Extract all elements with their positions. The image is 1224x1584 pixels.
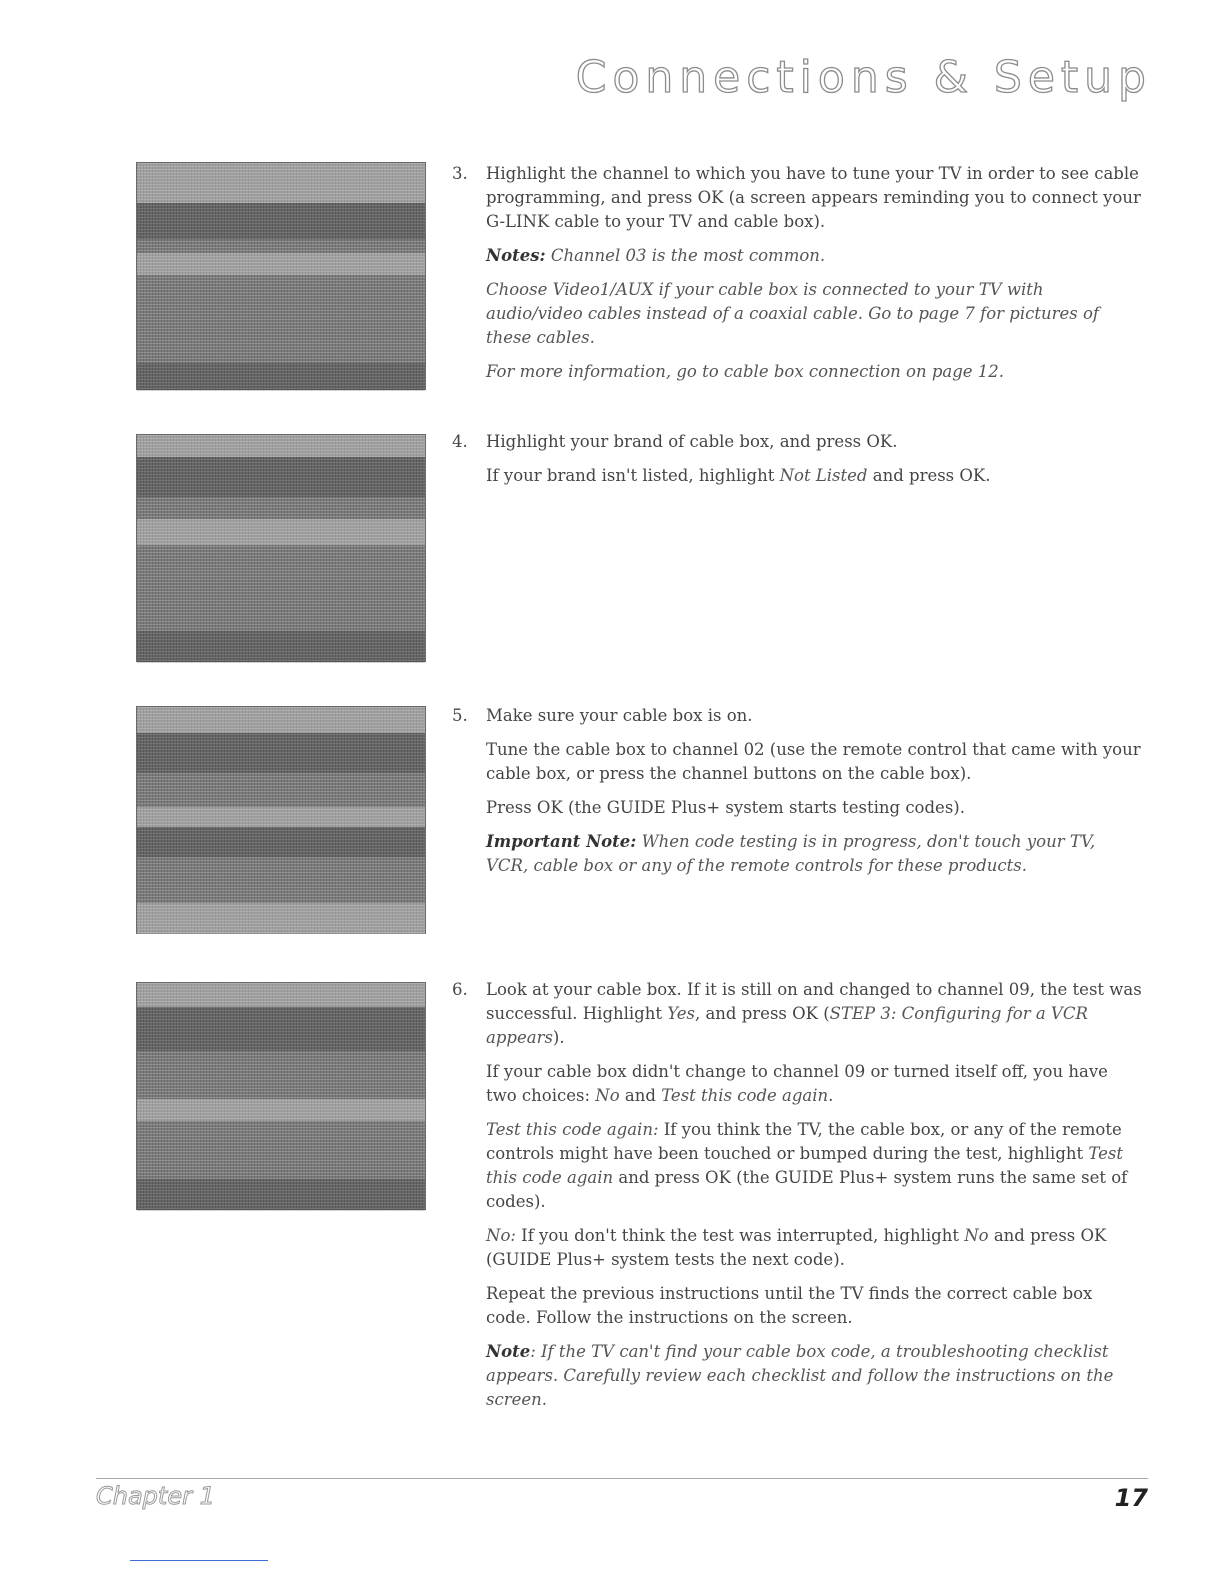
text-run: and press OK (the GUIDE Plus+ system runs the same set of codes). [486, 1168, 1128, 1211]
step-4 [452, 430, 1142, 498]
text-run: Choose Video1/AUX if your cable box is connected to your TV with audio/video cables instead of a coaxial cable. Go to page 7 for pictures of these cables. [486, 280, 1099, 347]
text-run: If your brand isn't listed, highlight [486, 466, 780, 485]
text-run: If you don't think the test was interrupted, highlight [515, 1226, 965, 1245]
footer-chapter-label: Chapter 1 [96, 1482, 215, 1510]
text-run: Press OK (the GUIDE Plus+ system starts testing codes). [486, 798, 965, 817]
text-run: If your cable box didn't change to channel 09 or turned itself off, you have two choices: [486, 1062, 1108, 1105]
text-run: Tune the cable box to channel 02 (use the remote control that came with your cable box, or press the channel buttons on the cable box). [486, 740, 1141, 783]
step-paragraph [486, 278, 1142, 350]
step-paragraph [486, 1224, 1142, 1272]
text-run: Highlight the channel to which you have to tune your TV in order to see cable programming, and press OK (a screen appears reminding you to connect your G-LINK cable to your TV and cable box). [486, 164, 1141, 231]
step-number: 6. [452, 980, 468, 999]
step-number: 4. [452, 432, 468, 451]
text-run: Test this code again [486, 1144, 1123, 1187]
text-run: . [828, 1086, 834, 1105]
text-run: ). [552, 1028, 565, 1047]
tv-screen-image [136, 434, 426, 662]
step-paragraph [486, 796, 1142, 820]
text-run: If you think the TV, the cable box, or any of the remote controls might have been touched or bumped during the test, highlight [486, 1120, 1122, 1163]
text-run: , and press OK ( [694, 1004, 830, 1023]
step-paragraph [486, 978, 1142, 1050]
footer-divider [96, 1478, 1148, 1479]
text-run: Notes: [486, 246, 546, 265]
text-run: Yes [667, 1004, 695, 1023]
text-run: : If the TV can't find your cable box code, a troubleshooting checklist appears. Carefully review each checklist and follow the instructions on the screen. [486, 1342, 1114, 1409]
page-number: 17 [1114, 1484, 1148, 1512]
step-paragraph [486, 704, 1142, 728]
step-paragraph [486, 162, 1142, 234]
step-paragraph [486, 464, 1142, 488]
text-run: No [595, 1086, 620, 1105]
text-run: Highlight your brand of cable box, and press OK. [486, 432, 898, 451]
text-run: Test this code again: [486, 1120, 659, 1139]
step-paragraph [486, 1340, 1142, 1412]
step-paragraph [486, 1282, 1142, 1330]
step-paragraph [486, 830, 1142, 878]
text-run: and press OK. [867, 466, 991, 485]
step-paragraph [486, 430, 1142, 454]
text-run: Repeat the previous instructions until the TV finds the correct cable box code. Follow the instructions on the screen. [486, 1284, 1093, 1327]
text-run: For more information, go to cable box connection on page 12. [486, 362, 1005, 381]
text-run: Test this code again [661, 1086, 829, 1105]
step-number: 3. [452, 164, 468, 183]
text-run: No [964, 1226, 989, 1245]
step-3 [452, 162, 1142, 394]
step-number: 5. [452, 706, 468, 725]
step-5 [452, 704, 1142, 888]
step-paragraph [486, 1060, 1142, 1108]
step-paragraph [486, 738, 1142, 786]
text-run: No: [486, 1226, 516, 1245]
step-paragraph [486, 244, 1142, 268]
text-run: STEP 3: Configuring for a VCR appears [486, 1004, 1088, 1047]
tv-screen-image [136, 162, 426, 390]
step-paragraph [486, 360, 1142, 384]
tv-screen-image [136, 982, 426, 1210]
text-run: Look at your cable box. If it is still on and changed to channel 09, the test was successful. Highlight [486, 980, 1142, 1023]
footer-link-rule [130, 1560, 268, 1561]
text-run: Note [486, 1342, 531, 1361]
text-run: Not Listed [779, 466, 868, 485]
text-run: When code testing is in progress, don't touch your TV, VCR, cable box or any of the remote controls for these products. [486, 832, 1096, 875]
text-run: Make sure your cable box is on. [486, 706, 753, 725]
text-run: Important Note: [486, 832, 637, 851]
text-run: and [619, 1086, 662, 1105]
page-header-title: Connections & Setup [575, 52, 1152, 103]
text-run: and press OK (GUIDE Plus+ system tests the next code). [486, 1226, 1107, 1269]
text-run: Channel 03 is the most common. [545, 246, 826, 265]
tv-screen-image [136, 706, 426, 934]
step-6 [452, 978, 1142, 1422]
step-paragraph [486, 1118, 1142, 1214]
